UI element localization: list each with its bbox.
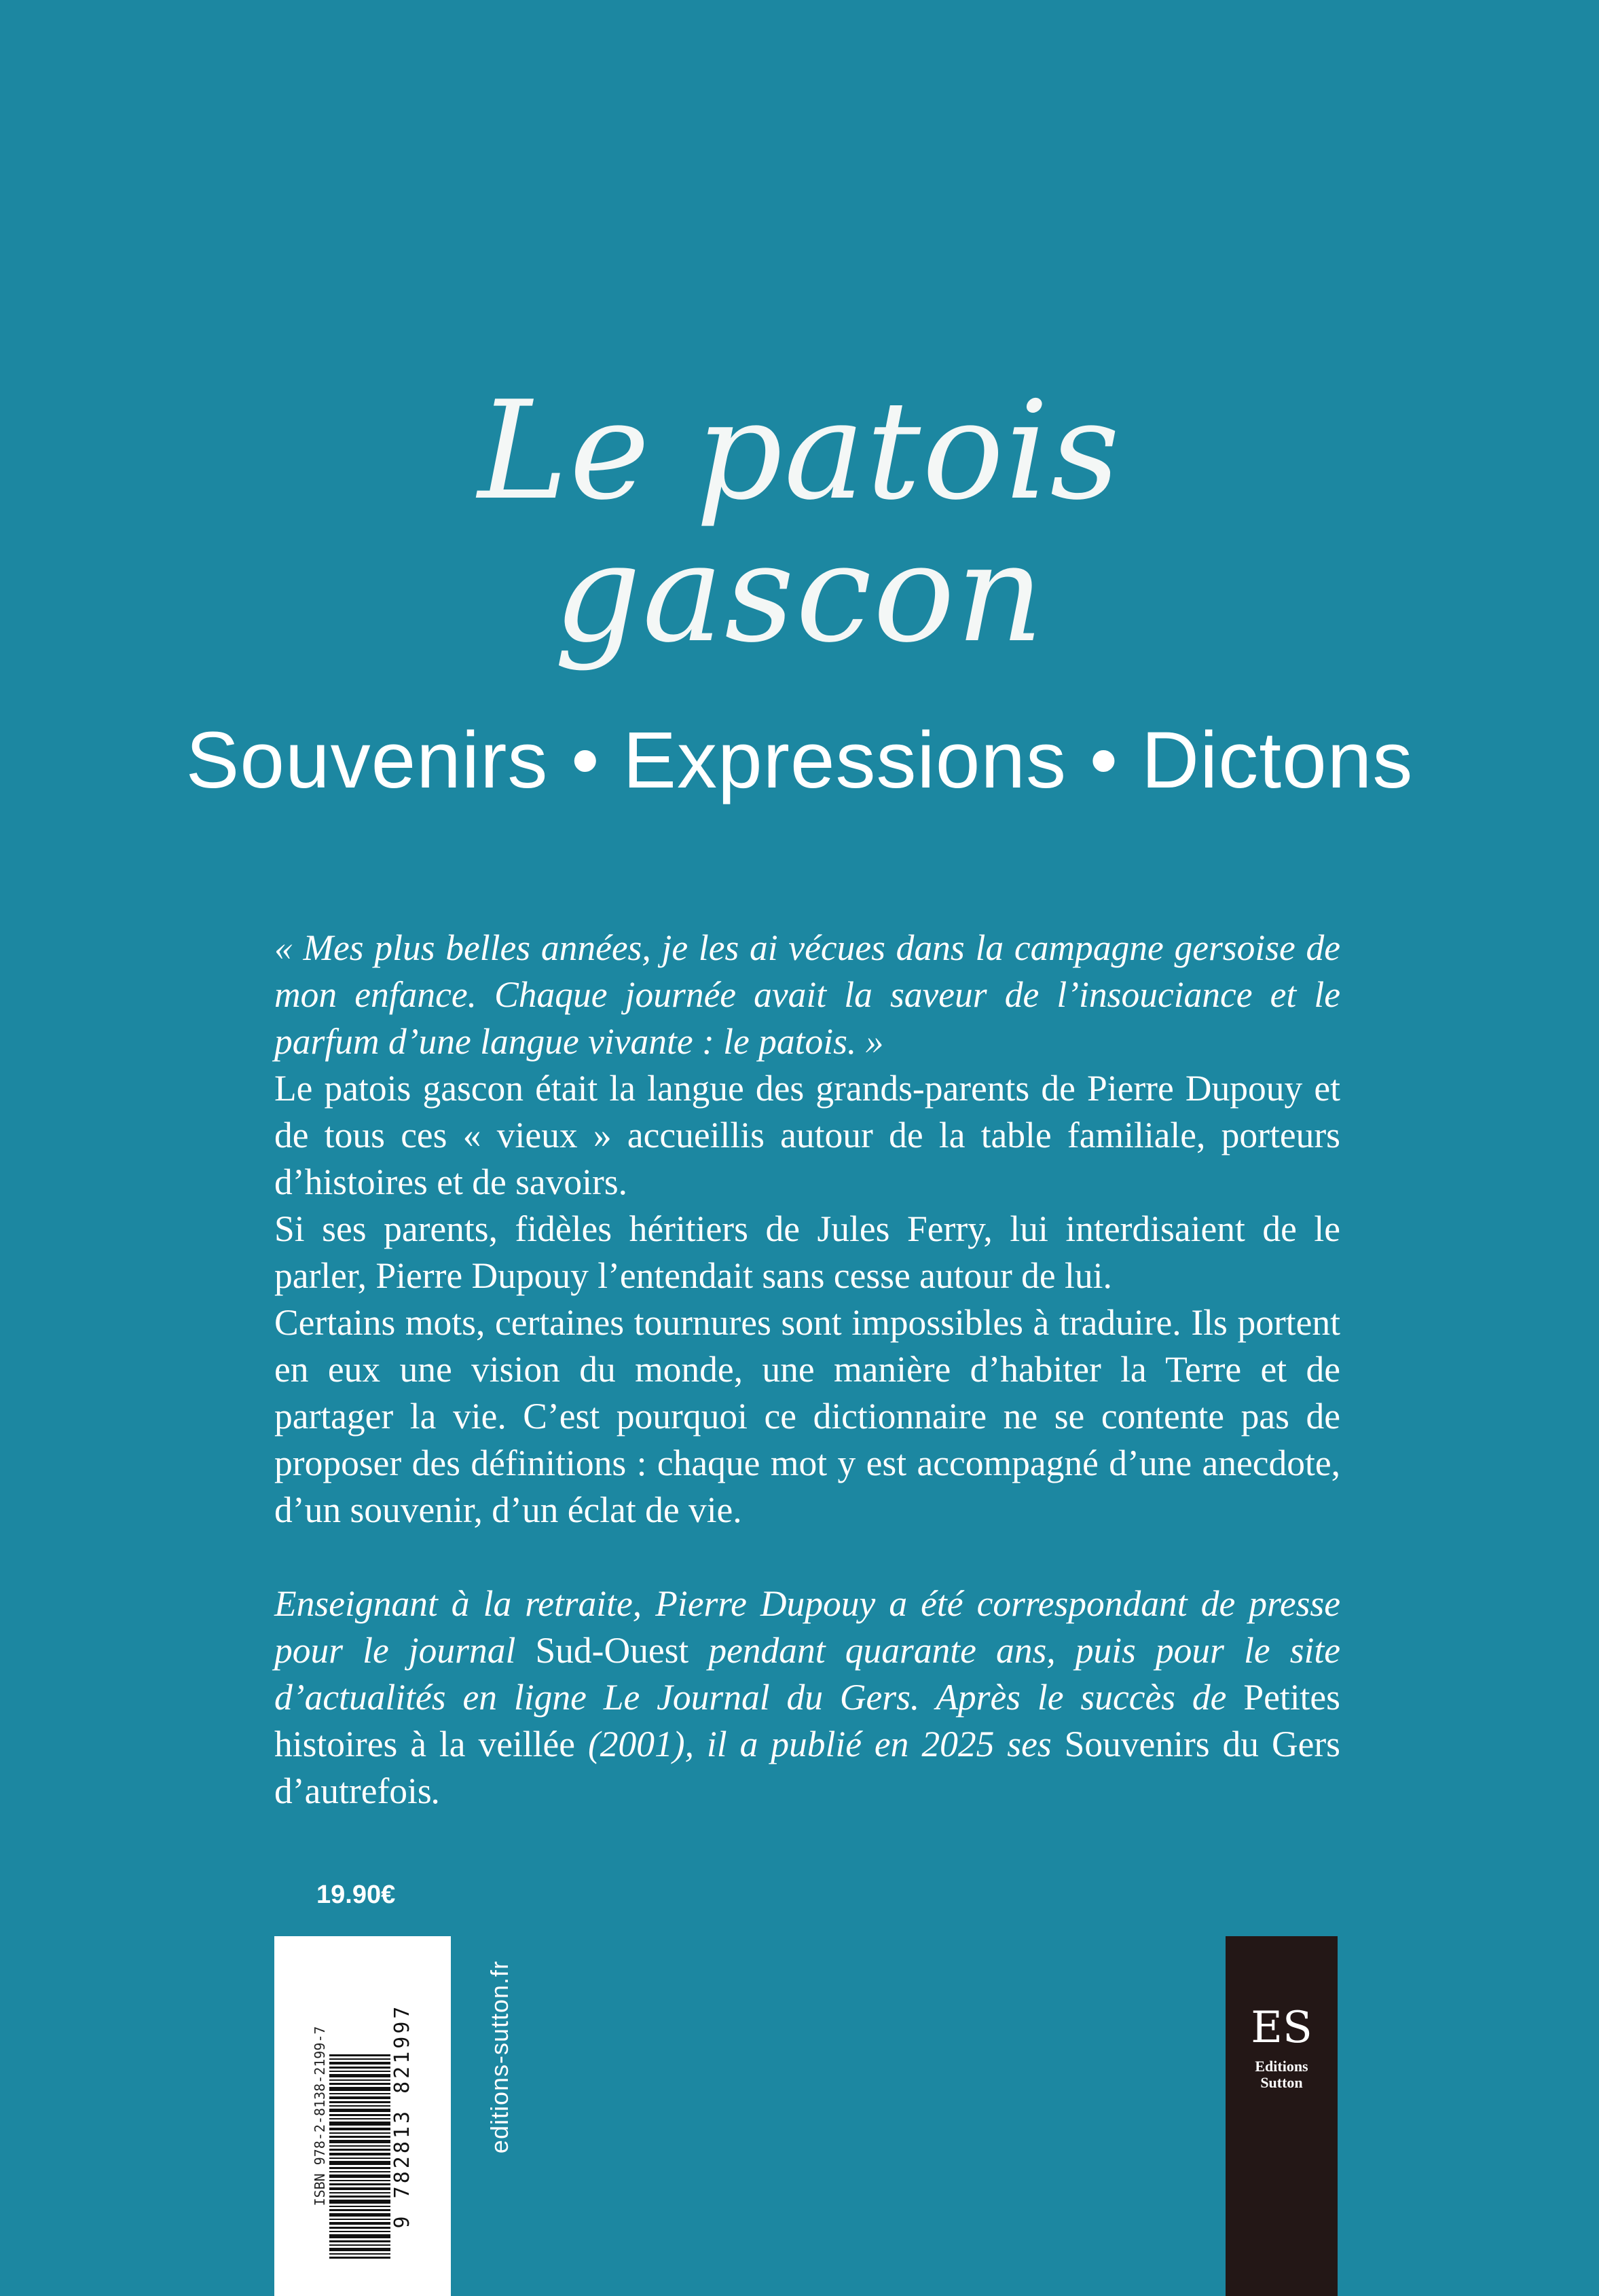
bio-title-petites-histoires: Petites histoires à la veillée bbox=[274, 1677, 1340, 1764]
bio-part-c: pendant quarante ans, puis pour le site d’actualités en ligne Le Journal du Gers. Après le succès de bbox=[274, 1630, 1340, 1718]
barcode-bar bbox=[329, 2244, 390, 2246]
publisher-name bbox=[1226, 2058, 1338, 2091]
barcode-bar bbox=[329, 2101, 390, 2103]
barcode-bar bbox=[329, 2145, 390, 2147]
quote-paragraph: « Mes plus belles années, je les ai vécues dans la campagne gersoise de mon enfance. Chaque journée avait la saveur de l’insouciance et le parfum d’une langue vivante : le patois. » bbox=[274, 927, 1340, 1062]
barcode-bar bbox=[329, 2209, 390, 2211]
barcode-bar bbox=[329, 2171, 390, 2172]
barcode-bar bbox=[329, 2248, 390, 2251]
barcode-bar bbox=[329, 2149, 390, 2151]
barcode-bar bbox=[329, 2136, 390, 2138]
barcode-bar bbox=[329, 2167, 390, 2169]
barcode-bar bbox=[329, 2227, 390, 2229]
barcode-bar bbox=[329, 2058, 390, 2060]
barcode-bar bbox=[329, 2257, 390, 2259]
publisher-name-line-2: Sutton bbox=[1260, 2074, 1303, 2091]
barcode-bars bbox=[329, 1974, 390, 2259]
barcode-bar bbox=[329, 2231, 390, 2232]
barcode bbox=[312, 1967, 413, 2265]
barcode-bar bbox=[329, 2079, 390, 2081]
barcode-bar bbox=[329, 2062, 390, 2064]
subtitle: Souvenirs • Expressions • Dictons bbox=[185, 716, 1414, 805]
barcode-bar bbox=[329, 2109, 390, 2112]
barcode-bar bbox=[329, 2074, 390, 2077]
author-bio bbox=[274, 1580, 1340, 1815]
paragraph-1: Le patois gascon était la langue des grands-parents de Pierre Dupouy et de tous ces « vieux » accueillis autour de la table familiale, porteurs d’histoires et de savoirs. bbox=[274, 1068, 1340, 1202]
book-title bbox=[0, 372, 1599, 673]
barcode-bar bbox=[329, 2093, 390, 2094]
paragraph-3: Certains mots, certaines tournures sont impossibles à traduire. Ils portent en eux une vision du monde, une manière d’habiter la Terre et de partager la vie. C’est pourquoi ce dictionnaire ne se contente pas de proposer des définitions : chaque mot y est accompagné d’une anecdote, d’un souvenir, d’un éclat de vie. bbox=[274, 1302, 1340, 1530]
publisher-name-line-1: Editions bbox=[1255, 2058, 1308, 2075]
isbn-text: ISBN 978-2-8138-2199-7 bbox=[312, 2026, 328, 2206]
barcode-bar bbox=[329, 2105, 390, 2107]
barcode-bar bbox=[329, 2161, 390, 2165]
bio-part-a: Enseignant à la retraite, Pierre Dupouy a été correspondant de presse pour le journal bbox=[274, 1583, 1340, 1671]
title-line-1: Le patois bbox=[477, 372, 1122, 530]
ean-number: 9 782813 821997 bbox=[390, 2003, 414, 2229]
barcode-bar bbox=[329, 2200, 390, 2204]
paragraph-2: Si ses parents, fidèles héritiers de Jules Ferry, lui interdisaient de le parler, Pierre Dupouy l’entendait sans cesse autour de lui. bbox=[274, 1208, 1340, 1296]
barcode-bar bbox=[329, 2196, 390, 2198]
barcode-bar bbox=[329, 2158, 390, 2159]
es-logo-icon: ES bbox=[1251, 2003, 1312, 2053]
barcode-bar bbox=[329, 2183, 390, 2185]
bio-title-souvenirs: Souvenirs du Gers d’autrefois bbox=[274, 1724, 1340, 1811]
barcode-bar bbox=[329, 2180, 390, 2181]
barcode-bar bbox=[329, 2122, 390, 2126]
barcode-bar bbox=[329, 2192, 390, 2193]
price: 19.90€ bbox=[316, 1881, 396, 1909]
barcode-bar bbox=[329, 2213, 390, 2217]
barcode-bar bbox=[329, 2087, 390, 2091]
back-cover-text bbox=[274, 925, 1340, 1815]
bio-part-e: (2001), il a publié en 2025 ses bbox=[575, 1724, 1065, 1764]
bio-part-g: . bbox=[431, 1771, 441, 1811]
barcode-bar bbox=[329, 2206, 390, 2207]
barcode-bar bbox=[329, 2118, 390, 2119]
barcode-bar bbox=[329, 2253, 390, 2255]
barcode-bar bbox=[329, 2187, 390, 2190]
publisher-website: editions-sutton.fr bbox=[485, 1960, 513, 2154]
bio-title-sud-ouest: Sud-Ouest bbox=[535, 1630, 689, 1671]
publisher-logo bbox=[1226, 1936, 1338, 2296]
barcode-bar bbox=[329, 2096, 390, 2099]
barcode-bar bbox=[329, 2128, 390, 2130]
barcode-bar bbox=[329, 2153, 390, 2155]
barcode-panel bbox=[274, 1936, 451, 2296]
barcode-bar bbox=[329, 2222, 390, 2225]
title-line-2: gascon bbox=[553, 515, 1046, 673]
barcode-bar bbox=[329, 2071, 390, 2072]
barcode-bar bbox=[329, 2067, 390, 2069]
barcode-bar bbox=[329, 2083, 390, 2085]
barcode-bar bbox=[329, 2240, 390, 2242]
barcode-bar bbox=[329, 2054, 390, 2056]
barcode-bar bbox=[329, 2219, 390, 2220]
barcode-bar bbox=[329, 2174, 390, 2178]
barcode-bar bbox=[329, 2132, 390, 2134]
barcode-bar bbox=[329, 2140, 390, 2143]
barcode-bar bbox=[329, 2234, 390, 2238]
barcode-bar bbox=[329, 2114, 390, 2116]
